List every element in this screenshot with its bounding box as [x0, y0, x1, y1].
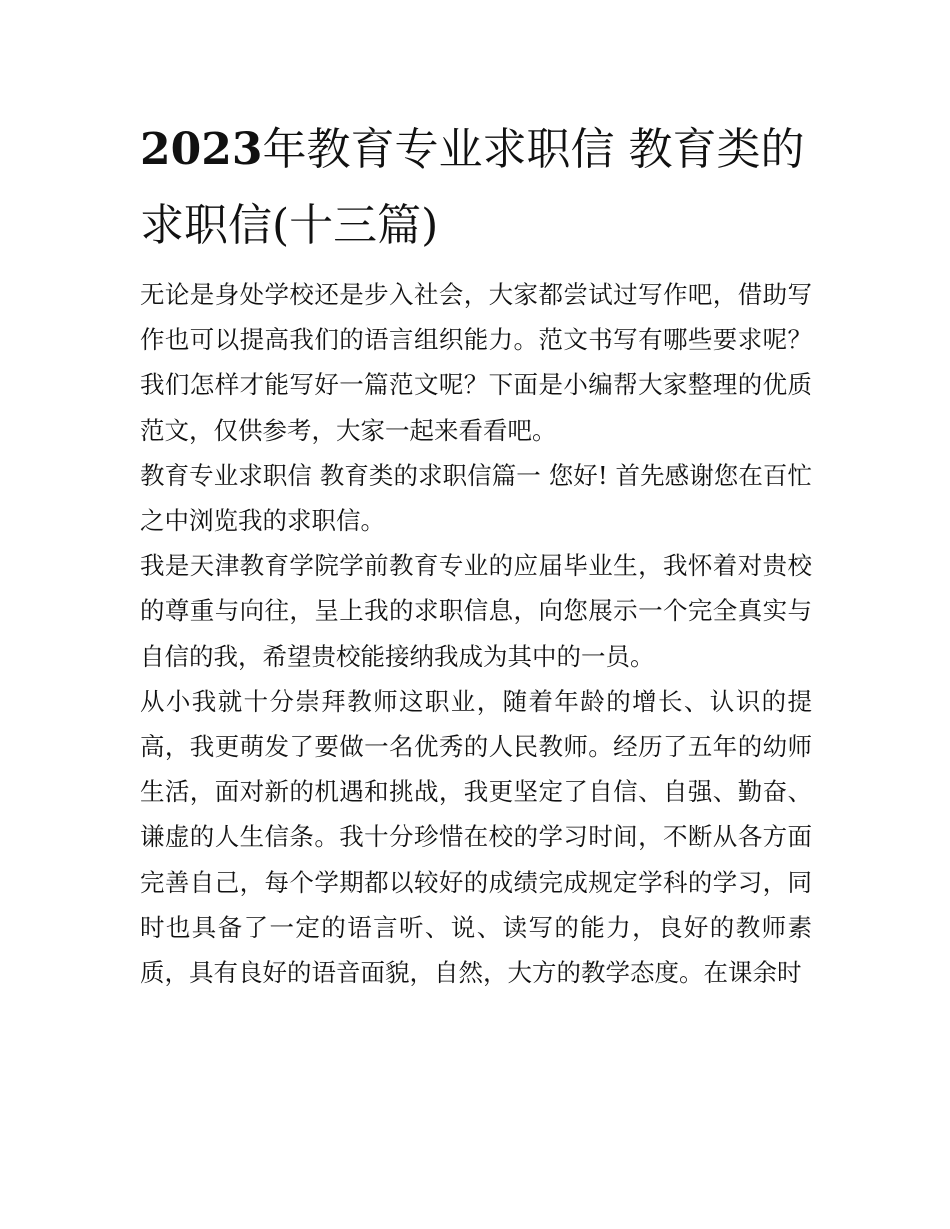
paragraph-self-introduction: 我是天津教育学院学前教育专业的应届毕业生，我怀着对贵校的尊重与向往，呈上我的求职信息，向您展示一个完全真实与自信的我，希望贵校能接纳我成为其中的一员。: [140, 551, 812, 671]
title-year: 2023: [140, 124, 263, 175]
document-page: [140, 112, 812, 995]
title-text: 年教育专业求职信 教育类的求职信(十三篇): [140, 124, 805, 251]
paragraph-experience: 从小我就十分崇拜教师这职业，随着年龄的增长、认识的提高，我更萌发了要做一名优秀的人民教师。经历了五年的幼师生活，面对新的机遇和挑战，我更坚定了自信、自强、勤奋、谦虚的人生信条。我十分珍惜在校的学习时间，不断从各方面完善自己，每个学期都以较好的成绩完成规定学科的学习，同时也具备了一定的语言听、说、读写的能力，良好的教师素质，具有良好的语音面貌，自然，大方的教学态度。在课余时: [140, 686, 812, 988]
paragraph-greeting: 教育专业求职信 教育类的求职信篇一 您好! 首先感谢您在百忙之中浏览我的求职信。: [140, 460, 812, 536]
paragraph-intro: 无论是身处学校还是步入社会，大家都尝试过写作吧，借助写作也可以提高我们的语言组织能力。范文书写有哪些要求呢？我们怎样才能写好一篇范文呢？下面是小编帮大家整理的优质范文，仅供参考，大家一起来看看吧。: [140, 280, 812, 445]
document-title: [140, 112, 812, 264]
